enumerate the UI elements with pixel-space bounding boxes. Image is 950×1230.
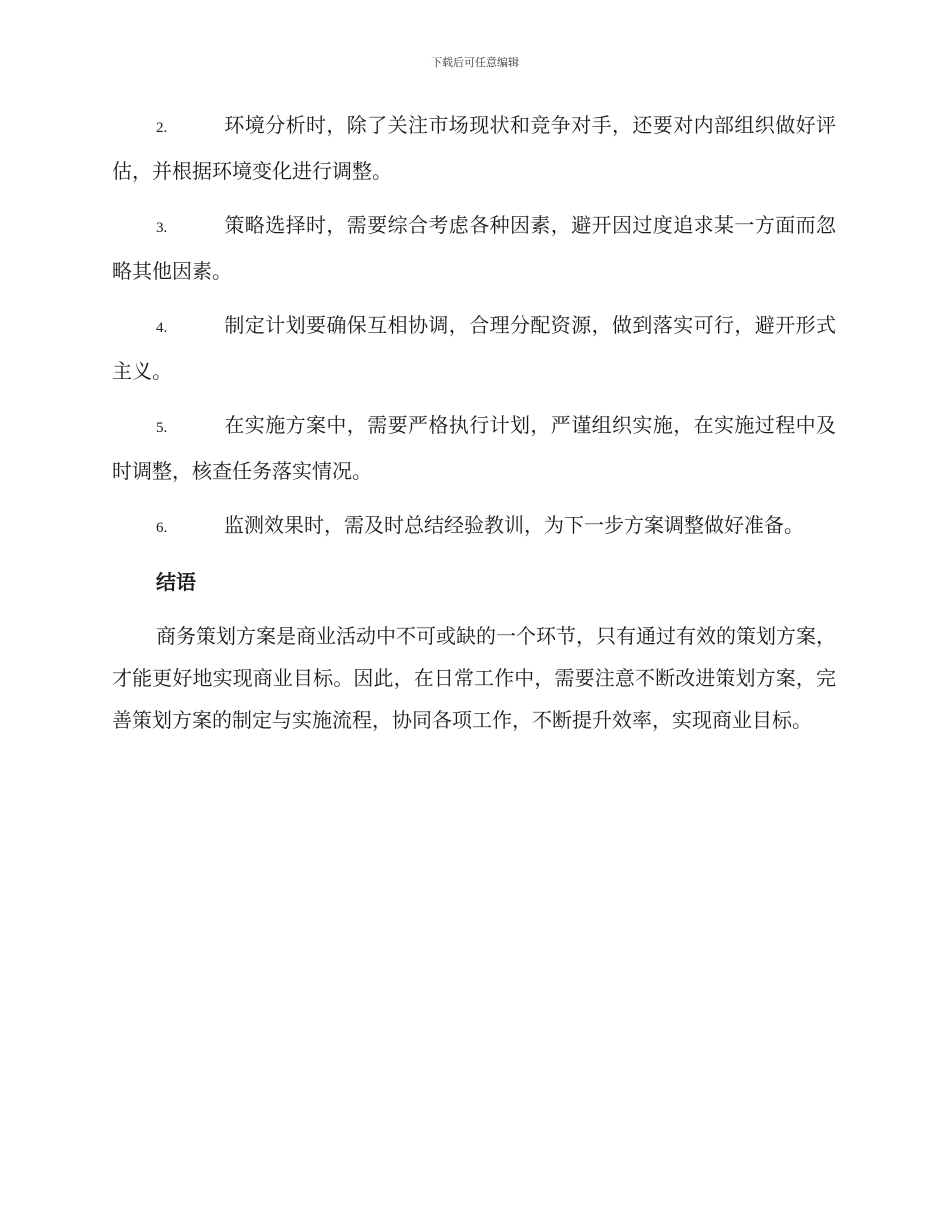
list-item-number: 5. [156,420,168,436]
list-item-text: 监测效果时，需及时总结经验教训，为下一步方案调整做好准备。 [224,513,804,537]
section-heading: 结语 [156,570,196,594]
list-item-text: 环境分析时，除了关注市场现状和竞争对手，还要对内部组织做好评估，并根据环境变化进行调整。 [112,113,836,183]
list-item-text: 在实施方案中，需要严格执行计划，严谨组织实施，在实施过程中及时调整，核查任务落实情况。 [112,413,836,483]
list-item-number: 4. [156,320,168,336]
list-item-text: 策略选择时，需要综合考虑各种因素，避开因过度追求某一方面而忽略其他因素。 [112,213,836,283]
list-item [112,204,836,293]
page-header: 下载后可任意编辑 [431,56,519,69]
list-item-number: 2. [156,120,168,136]
list-item-number: 6. [156,520,168,536]
list-item [112,404,836,493]
conclusion-paragraph: 商务策划方案是商业活动中不可或缺的一个环节，只有通过有效的策划方案，才能更好地实现商业目标。因此，在日常工作中，需要注意不断改进策划方案，完善策划方案的制定与实施流程，协同各项工作，不断提升效率，实现商业目标。 [112,624,836,732]
document-body [112,104,836,741]
list-item [112,104,836,193]
list-item [112,504,836,550]
list-item-text: 制定计划要确保互相协调，合理分配资源，做到落实可行，避开形式主义。 [112,313,836,383]
list-item [112,304,836,393]
list-item-number: 3. [156,220,168,236]
